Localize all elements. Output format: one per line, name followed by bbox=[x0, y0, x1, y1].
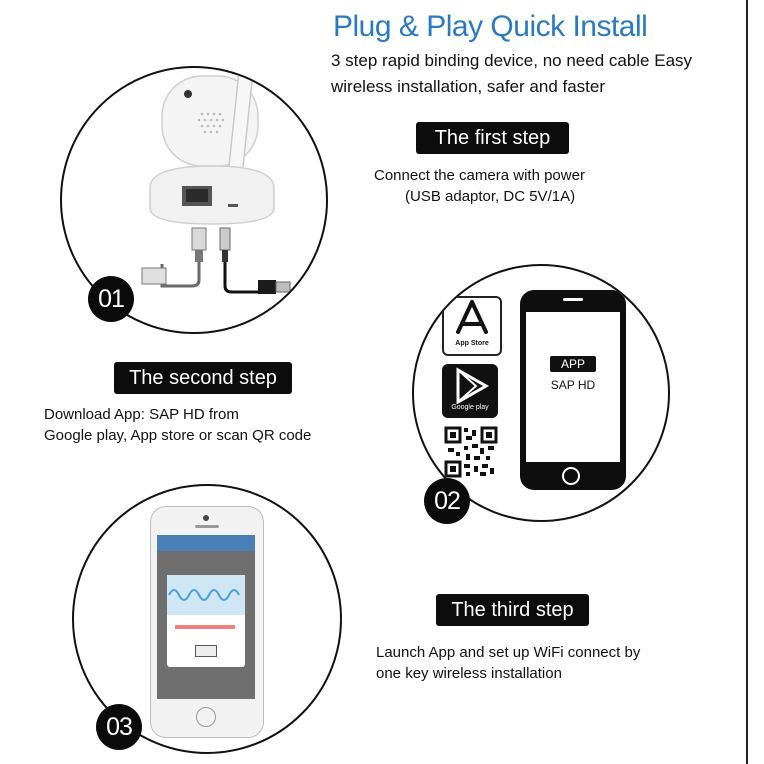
step2-description-line2: Google play, App store or scan QR code bbox=[44, 427, 312, 444]
page-subtitle: 3 step rapid binding device, no need cable Easy wireless installation, safer and faster bbox=[331, 51, 693, 96]
smartphone-device bbox=[150, 506, 264, 738]
dialog-progress-text bbox=[175, 625, 235, 629]
step1-description-line1: Connect the camera with power bbox=[374, 167, 585, 184]
phone-screen bbox=[157, 535, 255, 699]
step2-description-line1: Download App: SAP HD from bbox=[44, 406, 239, 423]
step3-label: The third step bbox=[436, 594, 589, 626]
google-play-icon bbox=[442, 364, 498, 418]
step2-label: The second step bbox=[114, 362, 292, 394]
app-name: SAP HD bbox=[550, 378, 596, 392]
phone-screen bbox=[526, 312, 620, 462]
phone-earpiece bbox=[195, 525, 219, 528]
page-title: Plug & Play Quick Install bbox=[333, 10, 648, 43]
app-badge: APP bbox=[550, 356, 596, 372]
step2-badge: 02 bbox=[424, 478, 470, 524]
phone-home-button bbox=[196, 707, 216, 727]
step3-description-line1: Launch App and set up WiFi connect by bbox=[376, 644, 641, 661]
step1-badge: 01 bbox=[88, 276, 134, 322]
screen-status-bar bbox=[157, 535, 255, 551]
step1-label: The first step bbox=[416, 122, 569, 154]
phone-camera-dot bbox=[203, 515, 209, 521]
app-store-label: App Store bbox=[455, 340, 489, 347]
dialog-confirm-button bbox=[195, 645, 217, 657]
step1-description-line2: (USB adaptor, DC 5V/1A) bbox=[405, 188, 576, 205]
app-store-icon bbox=[442, 296, 502, 356]
phone-speaker bbox=[563, 298, 583, 301]
step3-description-line2: one key wireless installation bbox=[376, 665, 562, 682]
phone-outline bbox=[520, 290, 626, 490]
google-play-label: Google play bbox=[451, 404, 489, 411]
right-border-line bbox=[746, 0, 748, 764]
sound-wave-graphic bbox=[167, 575, 245, 615]
qr-code-icon bbox=[444, 426, 498, 478]
wifi-setup-dialog bbox=[167, 575, 245, 667]
step3-badge: 03 bbox=[96, 704, 142, 750]
phone-home-button bbox=[562, 467, 580, 485]
